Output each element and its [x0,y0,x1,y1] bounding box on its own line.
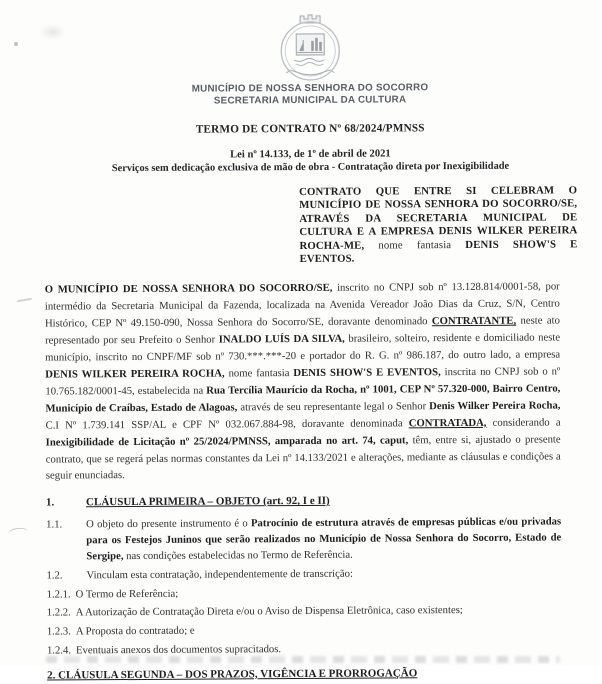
clause-item-text: A Proposta do contratado; e [76,622,562,641]
scan-smudge [40,24,66,40]
clause-item-1-2 [46,565,561,584]
clause-item-text: A Autorização de Contratação Direta e/ou o Aviso de Dispensa Eletrônica, caso existentes; [76,603,562,622]
clause-item-text: O objeto do presente instrumento é o Patrocínio de estrutura através de empresas públicas e/ou privadas para os Festejos Juninos que serão realizados no Município de Nossa Senhora do Socorro, Estado de Sergipe, nas condições estabelecidas no Termo de Referência. [86,515,561,565]
municipal-coat-of-arms-icon [262,11,358,84]
clause-item-number: 1.2. [46,568,86,584]
org-name: MUNICÍPIO DE NOSSA SENHORA DO SOCORRO [43,81,576,96]
clause-1-heading [46,493,579,511]
clause-item-number: 1.1. [46,518,86,566]
contract-title: TERMO DE CONTRATO Nº 68/2024/PMNSS [44,120,577,137]
clause-item-number: 1.2.3. [47,624,71,640]
clause-item-text: O Termo de Referência; [76,584,562,603]
clause-item-1-1 [46,515,561,566]
clause-1-heading-text: CLÁUSULA PRIMEIRA – OBJETO (art. 92, I e II) [86,494,330,510]
clause-item-number: 1.2.1. [47,587,71,603]
contract-epigraph: CONTRATO QUE ENTRE SI CELEBRAM O MUNICÍPIO DE NOSSA SENHORA DO SOCORRO/SE, ATRAVÉS DA SECRETARIA MUNICIPAL DE CULTURA E A EMPRESA DENIS WILKER PEREIRA ROCHA-ME, nome fantasia DENIS SHOW'S E EVENTOS. [299,184,577,266]
clause-item-number: 1.2.4. [47,643,71,659]
clause-2-heading [47,665,580,683]
clause-item-number: 1.2.2. [47,606,71,622]
clause-item-text: Eventuais anexos dos documentos supracitados. [76,640,562,659]
cut-off-ghost-text-line [46,656,560,663]
scan-speck-dot [14,42,18,46]
org-department: SECRETARIA MUNICIPAL DA CULTURA [44,93,577,108]
clause-2-heading-text: 2. CLÁUSULA SEGUNDA – DOS PRAZOS, VIGÊNCIA E PRORROGAÇÃO [47,667,417,681]
clause-item-1-2-1 [47,584,562,603]
clause-item-text: Vinculam esta contratação, independentemente de transcrição: [86,565,561,584]
clause-item-1-2-3 [47,622,562,641]
clause-1-items [46,515,580,660]
clause-1-number: 1. [46,496,86,511]
law-reference: Lei nº 14.133, de 1º de abril de 2021 [44,146,577,162]
clause-item-1-2-2 [47,603,562,622]
contract-modality: Serviços sem dedicação exclusiva de mão de obra - Contratação direta por Inexigibilidade [44,159,577,175]
document-header-crest [43,9,576,84]
preamble-paragraph: O MUNICÍPIO DE NOSSA SENHORA DO SOCORRO/SE, inscrito no CNPJ sob nº 13.128.814/0001-58, por intermédio da Secretaria Municipal da Fazenda, localizada na Avenida Vereador João Dias da Cruz, S/N, Centro Histórico, CEP Nº 49.150-090, Nossa Senhora do Socorro/SE, doravante denominado CONTRATANTE, neste ato representado por seu Prefeito o Senhor INALDO LUÍS DA SILVA, brasileiro, solteiro, residente e domiciliado neste município, inscrito no CNPF/MF sob nº 730.***.***-20 e portador do R. G. nº 986.187, do outro lado, a empresa DENIS WILKER PEREIRA ROCHA, nome fantasia DENIS SHOW'S E EVENTOS, inscrita no CNPJ sob o nº 10.765.182/0001-45, estabelecida na Rua Tercília Maurício da Rocha, nº 1001, CEP Nº 57.320-000, Bairro Centro, Município de Craíbas, Estado de Alagoas, através de seu representante legal o Senhor Denis Wilker Pereira Rocha, C.I Nº 1.739.141 SSP/AL e CPF Nº 032.067.884-98, doravante denominada CONTRATADA, considerando a Inexigibilidade de Licitação nº 25/2024/PMNSS, amparada no art. 74, caput, têm, entre si, ajustado o presente contrato, que se regerá pelas normas constantes da Lei nº 14.133/2021 e alterações, mediante as cláusulas e condições a seguir enunciadas. [45,279,561,485]
